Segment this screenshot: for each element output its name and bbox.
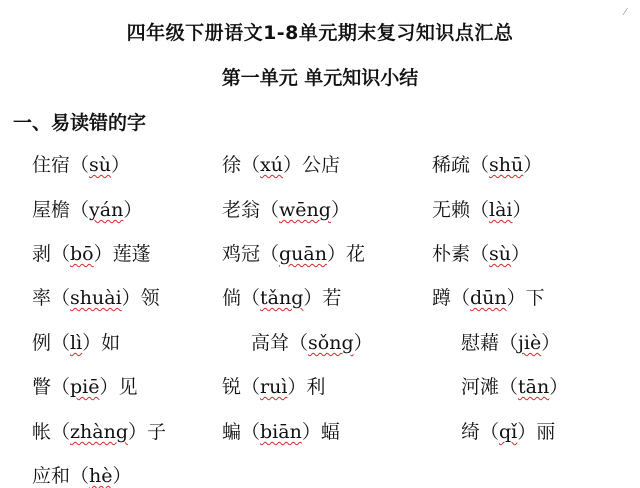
word-text: ）花 — [326, 243, 365, 265]
pinyin: guān — [279, 243, 327, 265]
word-text: 应和（ — [32, 465, 90, 487]
pinyin: dūn — [470, 287, 507, 309]
word-text: 倘（ — [222, 287, 261, 309]
word-text: 锐（ — [222, 376, 261, 398]
word-entry — [32, 420, 166, 444]
word-text: ） — [523, 154, 543, 176]
word-text: ）蝠 — [301, 421, 340, 443]
word-text: 瞥（ — [32, 376, 71, 398]
pinyin: piē — [70, 376, 100, 398]
word-text: 无赖（ — [432, 199, 490, 221]
word-text: 例（ — [32, 332, 71, 354]
word-text: 老翁（ — [222, 199, 280, 221]
word-text: ） — [549, 376, 569, 398]
unit-title: 第一单元 单元知识小结 — [221, 67, 419, 89]
word-text: 河滩（ — [461, 376, 519, 398]
word-text: 屋檐（ — [32, 199, 90, 221]
word-text: ）莲蓬 — [93, 243, 151, 265]
word-text: 稀疏（ — [432, 154, 490, 176]
word-entry — [222, 198, 350, 222]
word-entry — [32, 375, 138, 399]
pinyin: yán — [89, 199, 124, 221]
pinyin: bō — [70, 243, 94, 265]
word-text: ） — [512, 199, 532, 221]
word-entry — [461, 420, 555, 444]
word-text: 绮（ — [461, 421, 500, 443]
word-entry — [432, 153, 542, 177]
word-entry — [32, 286, 160, 310]
pinyin: shū — [489, 154, 524, 176]
word-text: 蹲（ — [432, 287, 471, 309]
pinyin: sù — [89, 154, 112, 176]
word-text: 剥（ — [32, 243, 71, 265]
pinyin: lì — [70, 332, 83, 354]
word-text: ）子 — [128, 421, 167, 443]
word-text: 高耸（ — [251, 332, 309, 354]
word-text: ）如 — [82, 332, 121, 354]
word-text: ） — [541, 332, 561, 354]
document-title: 四年级下册语文1-8单元期末复习知识点汇总 — [126, 22, 514, 44]
word-text: 蝙（ — [222, 421, 261, 443]
word-text: 鸡冠（ — [222, 243, 280, 265]
pinyin: shuài — [70, 287, 122, 309]
word-entry — [32, 153, 130, 177]
pinyin: biān — [260, 421, 302, 443]
word-text: 徐（ — [222, 154, 261, 176]
word-text: ） — [330, 199, 350, 221]
word-text: 慰藉（ — [461, 332, 519, 354]
word-text: ）领 — [121, 287, 160, 309]
pinyin: zhàng — [70, 421, 128, 443]
word-text: ） — [353, 332, 373, 354]
pinyin: jiè — [518, 332, 542, 354]
word-entry — [222, 375, 325, 399]
word-entry — [432, 286, 545, 310]
word-entry — [222, 286, 341, 310]
pinyin: xú — [260, 154, 283, 176]
word-text: 住宿（ — [32, 154, 90, 176]
word-entry — [222, 153, 340, 177]
word-text: ） — [123, 199, 143, 221]
word-entry — [222, 242, 365, 266]
word-text: ） — [112, 465, 132, 487]
word-text: ）利 — [287, 376, 326, 398]
word-text: ）下 — [506, 287, 545, 309]
word-text: 朴素（ — [432, 243, 490, 265]
word-text: ）公店 — [282, 154, 340, 176]
word-entry — [461, 331, 560, 355]
word-text: 帐（ — [32, 421, 71, 443]
word-text: 率（ — [32, 287, 71, 309]
word-entry — [432, 242, 530, 266]
word-text: ）见 — [99, 376, 138, 398]
pinyin: sǒng — [308, 332, 354, 354]
pinyin: hè — [89, 465, 113, 487]
word-text: ）若 — [303, 287, 342, 309]
word-text: ）丽 — [517, 421, 556, 443]
word-entry — [461, 375, 568, 399]
pinyin: ruì — [260, 376, 288, 398]
pinyin: tǎng — [260, 287, 304, 309]
pinyin: qǐ — [499, 421, 518, 443]
word-entry — [32, 242, 151, 266]
page-corner-mark: ⁄ — [624, 7, 626, 18]
pinyin: lài — [489, 199, 513, 221]
word-entry — [432, 198, 532, 222]
word-entry — [222, 420, 340, 444]
word-entry — [32, 464, 132, 488]
word-entry — [251, 331, 373, 355]
pinyin: wēng — [279, 199, 331, 221]
word-text: ） — [111, 154, 131, 176]
word-entry — [32, 198, 142, 222]
word-entry — [32, 331, 120, 355]
word-text: ） — [511, 243, 531, 265]
pinyin: tān — [518, 376, 550, 398]
section-heading: 一、易读错的字 — [13, 112, 147, 134]
pinyin: sù — [489, 243, 512, 265]
